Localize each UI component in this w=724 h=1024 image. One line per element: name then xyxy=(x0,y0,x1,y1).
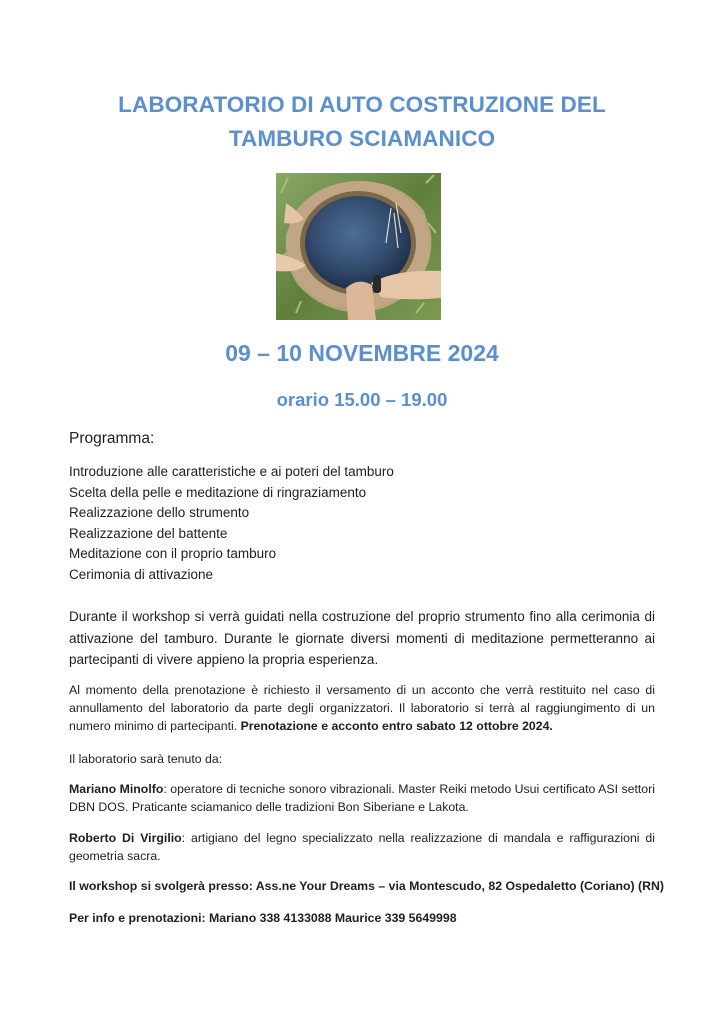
host-name: Mariano Minolfo xyxy=(69,782,164,796)
event-hours: orario 15.00 – 19.00 xyxy=(276,389,448,410)
contact-text: Per info e prenotazioni: Mariano 338 4133088 Maurice 339 5649998 xyxy=(69,911,457,925)
program-item: Realizzazione dello strumento xyxy=(69,505,250,521)
program-item: Realizzazione del battente xyxy=(69,525,228,541)
flyer-title xyxy=(0,88,724,156)
host-name: Roberto Di Virgilio xyxy=(69,831,182,845)
host-bio xyxy=(69,780,655,816)
drum-photo-illustration xyxy=(276,173,441,320)
hosts-intro: Il laboratorio sarà tenuto da: xyxy=(69,752,223,766)
event-date: 09 – 10 NOVEMBRE 2024 xyxy=(225,340,499,366)
booking-paragraph xyxy=(69,681,655,735)
workshop-location xyxy=(69,877,664,895)
program-heading: Programma: xyxy=(69,430,155,447)
drum-photo-icon xyxy=(276,173,441,320)
host-description: : operatore di tecniche sonoro vibrazionali. Master Reiki metodo Usui certificato ASI settori DBN DOS. Praticante sciamanico delle tradizioni Bon Siberiane e Lakota. xyxy=(69,782,655,814)
program-item: Scelta della pelle e meditazione di ringraziamento xyxy=(69,484,367,500)
title-line-1: LABORATORIO DI AUTO COSTRUZIONE DEL xyxy=(118,92,606,117)
workshop-description: Durante il workshop si verrà guidati nella costruzione del proprio strumento fino alla cerimonia di attivazione del tamburo. Durante le giornate diversi momenti di meditazione permetteranno ai partecipanti di vivere appieno la propria esperienza. xyxy=(69,609,655,667)
program-item: Cerimonia di attivazione xyxy=(69,566,214,582)
host-bio xyxy=(69,829,655,865)
booking-text: Al momento della prenotazione è richiesto il versamento di un acconto che verrà restituito nel caso di annullamento del laboratorio da parte degli organizzatori. Il laboratorio si terrà al raggiungimento di un numero minimo di partecipanti. xyxy=(69,683,655,733)
booking-deadline: Prenotazione e acconto entro sabato 12 ottobre 2024. xyxy=(240,719,553,733)
program-list xyxy=(69,462,394,586)
program-item: Meditazione con il proprio tamburo xyxy=(69,546,277,562)
host-description: : artigiano del legno specializzato nella realizzazione di mandala e raffigurazioni di geometria sacra. xyxy=(69,831,656,863)
location-text: Il workshop si svolgerà presso: Ass.ne Your Dreams – via Montescudo, 82 Ospedaletto (Coriano) (RN) xyxy=(69,879,664,893)
contact-info xyxy=(69,909,655,927)
program-item: Introduzione alle caratteristiche e ai poteri del tamburo xyxy=(69,464,394,479)
title-line-2: TAMBURO SCIAMANICO xyxy=(228,126,496,151)
